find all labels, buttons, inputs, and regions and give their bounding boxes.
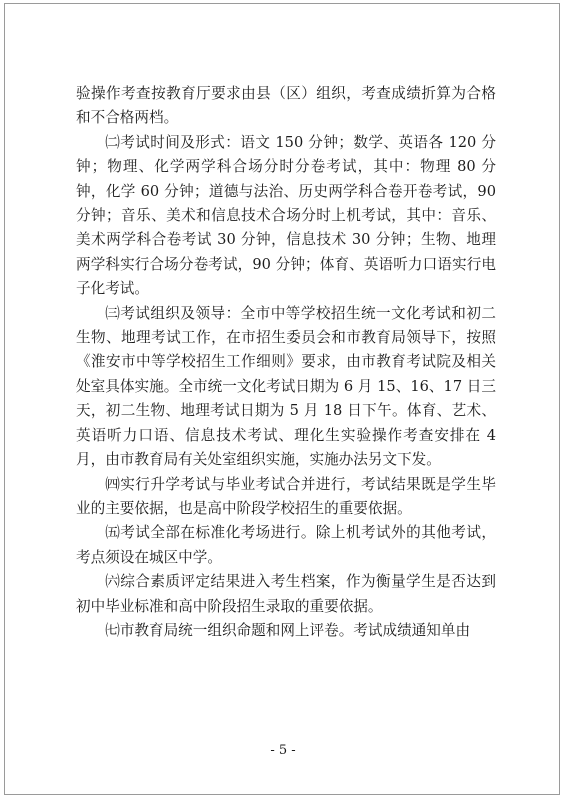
paragraph-comprehensive-evaluation: ㈥综合素质评定结果进入考生档案，作为衡量学生是否达到初中毕业标准和高中阶段招生录取的重要依据。 — [76, 573, 496, 615]
document-body — [76, 82, 496, 643]
paragraph-exam-time-format: ㈡考试时间及形式：语文 150 分钟；数学、英语各 120 分钟；物理、化学两学科合场分时分卷考试，其中：物理 80 分钟，化学 60 分钟；道德与法治、历史两学科合卷开卷考试，90 分钟；音乐、美术和信息技术合场分时上机考试，其中：音乐、美术两学科合卷考试 30 分钟，信息技术 30 分钟；生物、地理两学科实行合场分卷考试，90 分钟；体育、英语听力口语实行电子化考试。 — [76, 133, 496, 298]
paragraph-exam-organization: ㈢考试组织及领导：全市中等学校招生统一文化考试和初二生物、地理考试工作，在市招生委员会和市教育局领导下，按照《淮安市中等学校招生工作细则》要求，由市教育考试院及相关处室具体实施。全市统一文化考试日期为 6 月 15、16、17 日三天，初二生物、地理考试日期为 5 月 18 日下午。体育、艺术、英语听力口语、信息技术考试、理化生实验操作考查安排在 4 月，由市教育局有关处室组织实施，实施办法另文下发。 — [76, 304, 496, 469]
paragraph-continuation: 验操作考查按教育厅要求由县（区）组织，考查成绩折算为合格和不合格两档。 — [76, 85, 496, 127]
page-number: - 5 - — [270, 743, 296, 758]
paragraph-standard-exam-room: ㈤考试全部在标准化考场进行。除上机考试外的其他考试，考点须设在城区中学。 — [76, 524, 496, 566]
paragraph-exam-merge: ㈣实行升学考试与毕业考试合并进行，考试结果既是学生毕业的主要依据，也是高中阶段学校招生的重要依据。 — [76, 475, 496, 517]
paragraph-grading: ㈦市教育局统一组织命题和网上评卷。考试成绩通知单由 — [105, 621, 471, 639]
